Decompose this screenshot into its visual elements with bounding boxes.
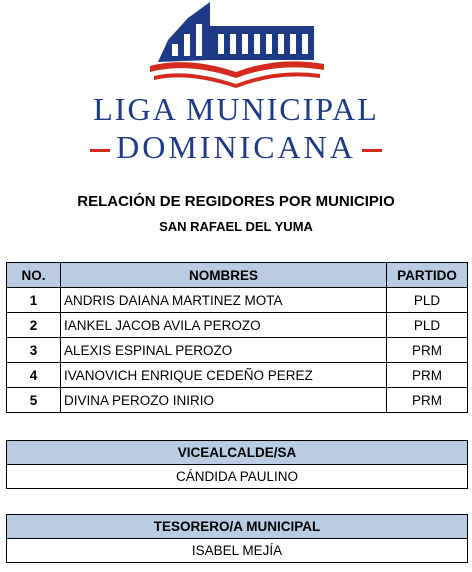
regidores-table [6,262,468,413]
row-party: PRM [387,363,468,388]
table-row [7,288,468,313]
row-name: ALEXIS ESPINAL PEROZO [61,338,387,363]
row-party: PLD [387,313,468,338]
table-header-row [7,263,468,288]
row-num: 1 [7,288,61,313]
table-row [7,363,468,388]
tesorero-header: TESORERO/A MUNICIPAL [7,515,468,539]
liga-municipal-logo [0,0,472,170]
vicealcalde-name: CÁNDIDA PAULINO [7,465,468,489]
building-book-emblem-icon [148,0,328,92]
row-name: IANKEL JACOB AVILA PEROZO [61,313,387,338]
tesorero-table [6,514,468,563]
tesorero-name: ISABEL MEJÍA [7,539,468,563]
header-name: NOMBRES [61,263,387,288]
table-row [7,388,468,413]
row-num: 4 [7,363,61,388]
row-name: ANDRIS DAIANA MARTINEZ MOTA [61,288,387,313]
vicealcalde-table [6,440,468,489]
vicealcalde-header: VICEALCALDE/SA [7,441,468,465]
header-num: NO. [7,263,61,288]
row-num: 5 [7,388,61,413]
row-num: 2 [7,313,61,338]
red-dash-right [362,149,382,152]
municipality-subtitle: SAN RAFAEL DEL YUMA [159,219,313,234]
logo-text-dominicana: DOMINICANA [116,129,356,165]
table-row [7,313,468,338]
logo-text-liga-municipal: LIGA MUNICIPAL [93,91,379,127]
row-num: 3 [7,338,61,363]
header-party: PARTIDO [387,263,468,288]
table-row [7,338,468,363]
row-party: PRM [387,338,468,363]
row-name: IVANOVICH ENRIQUE CEDEÑO PEREZ [61,363,387,388]
row-name: DIVINA PEROZO INIRIO [61,388,387,413]
document-title: RELACIÓN DE REGIDORES POR MUNICIPIO [77,193,395,210]
red-dash-left [90,149,110,152]
row-party: PRM [387,388,468,413]
logo-text-dominicana-row [0,130,472,164]
row-party: PLD [387,288,468,313]
